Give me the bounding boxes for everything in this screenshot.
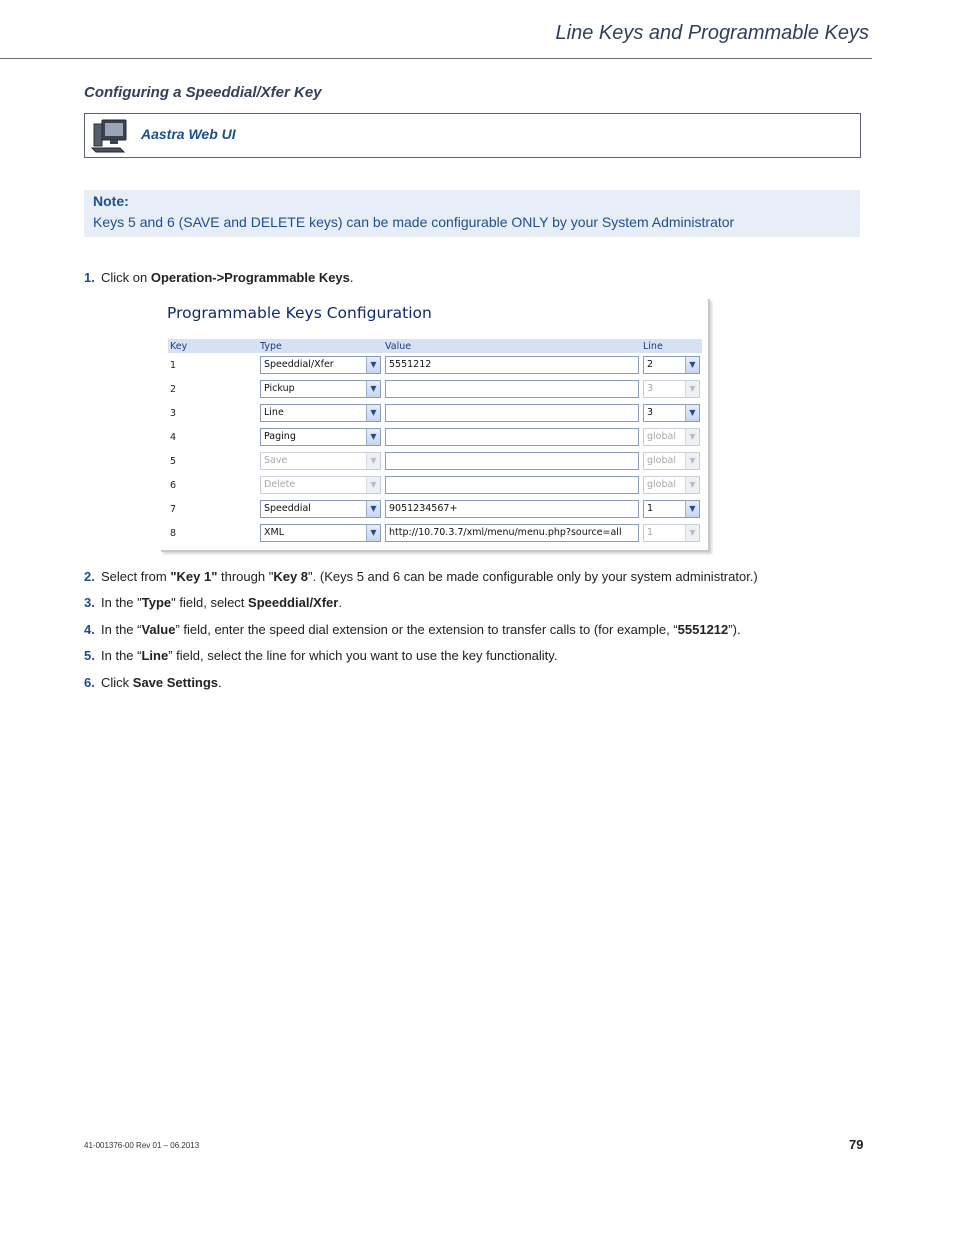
programmable-keys-table	[168, 339, 702, 545]
step-text: ". (Keys 5 and 6 can be made configurable only by your system administrator.)	[308, 569, 758, 584]
line-select[interactable]	[643, 380, 700, 398]
chevron-down-icon: ▼	[366, 477, 380, 493]
step-number: 5.	[84, 648, 95, 663]
line-select-value: global	[647, 479, 676, 490]
line-select-value: 2	[647, 359, 654, 370]
type-select[interactable]	[260, 380, 381, 398]
type-select[interactable]	[260, 500, 381, 518]
type-select[interactable]	[260, 356, 381, 374]
type-select[interactable]	[260, 428, 381, 446]
type-select-value: XML	[264, 527, 284, 538]
step-number: 2.	[84, 569, 95, 584]
value-input[interactable]	[385, 476, 639, 494]
section-title: Configuring a Speeddial/Xfer Key	[84, 84, 322, 101]
type-select-value: Pickup	[264, 383, 295, 394]
footer-document-id: 41-001376-00 Rev 01 – 06.2013	[84, 1141, 200, 1150]
step-bold: Operation->Programmable Keys	[150, 270, 350, 285]
chevron-down-icon: ▼	[366, 381, 380, 397]
line-select[interactable]	[643, 524, 700, 542]
step-text: ” field, select the line for which you want to use the key functionality.	[168, 648, 558, 663]
computer-monitor-icon	[90, 118, 130, 154]
step-bold: Line	[141, 648, 169, 663]
line-select[interactable]	[643, 500, 700, 518]
step-bold: Type	[141, 595, 172, 610]
chevron-down-icon: ▼	[685, 357, 699, 373]
chevron-down-icon: ▼	[685, 429, 699, 445]
screenshot-title: Programmable Keys Configuration	[167, 304, 432, 322]
column-header-type: Type	[258, 339, 383, 353]
value-input[interactable]	[385, 452, 639, 470]
step-text: Select from	[101, 569, 171, 584]
step-text: Click on	[101, 270, 151, 285]
step-2	[84, 569, 758, 584]
type-select-value: Paging	[264, 431, 296, 442]
value-input[interactable]	[385, 404, 639, 422]
step-bold: Key 8	[273, 569, 309, 584]
line-cell	[641, 497, 702, 521]
type-cell	[258, 497, 383, 521]
value-cell	[383, 353, 641, 377]
table-row	[168, 353, 702, 377]
step-text: ” field, enter the speed dial extension or the extension to transfer calls to (for example, “	[175, 622, 678, 637]
step-4	[84, 622, 741, 637]
step-text: .	[349, 270, 354, 285]
chevron-down-icon: ▼	[366, 357, 380, 373]
line-select-value: 1	[647, 503, 654, 514]
line-cell	[641, 377, 702, 401]
line-select[interactable]	[643, 476, 700, 494]
type-cell	[258, 521, 383, 545]
value-cell	[383, 449, 641, 473]
line-select-value: global	[647, 455, 676, 466]
line-cell	[641, 521, 702, 545]
type-select-value: Delete	[264, 479, 296, 490]
line-select[interactable]	[643, 356, 700, 374]
aastra-web-ui-banner	[84, 113, 861, 158]
step-bold: Save Settings	[132, 675, 219, 690]
step-3	[84, 595, 342, 610]
line-select-value: 3	[647, 383, 654, 394]
chevron-down-icon: ▼	[685, 453, 699, 469]
value-input[interactable]: 9051234567+	[385, 500, 639, 518]
column-header-line: Line	[641, 339, 702, 353]
chevron-down-icon: ▼	[366, 429, 380, 445]
chevron-down-icon: ▼	[685, 381, 699, 397]
chevron-down-icon: ▼	[685, 405, 699, 421]
table-header-row	[168, 339, 702, 353]
step-1	[84, 270, 354, 285]
aastra-web-ui-label: Aastra Web UI	[141, 126, 236, 142]
line-select[interactable]	[643, 452, 700, 470]
value-cell	[383, 401, 641, 425]
step-number: 1.	[84, 270, 95, 285]
step-bold: "Key 1"	[170, 569, 218, 584]
table-row	[168, 377, 702, 401]
value-input[interactable]: 5551212	[385, 356, 639, 374]
step-number: 4.	[84, 622, 95, 637]
line-select-value: 1	[647, 527, 654, 538]
step-text: In the “	[101, 622, 142, 637]
table-row	[168, 401, 702, 425]
programmable-keys-screenshot	[161, 299, 710, 552]
line-cell	[641, 401, 702, 425]
step-text: ”).	[728, 622, 741, 637]
key-number: 8	[170, 527, 177, 539]
column-header-value: Value	[383, 339, 641, 353]
table-row	[168, 473, 702, 497]
chevron-down-icon: ▼	[685, 477, 699, 493]
line-select[interactable]	[643, 428, 700, 446]
type-cell	[258, 425, 383, 449]
line-select[interactable]	[643, 404, 700, 422]
note-box	[84, 190, 860, 237]
step-text: " field, select	[171, 595, 249, 610]
type-select-value: Speeddial	[264, 503, 311, 514]
value-cell	[383, 377, 641, 401]
key-number: 4	[170, 431, 177, 443]
step-number: 6.	[84, 675, 95, 690]
step-bold: Speeddial/Xfer	[248, 595, 339, 610]
chevron-down-icon: ▼	[366, 525, 380, 541]
chevron-down-icon: ▼	[685, 525, 699, 541]
type-cell	[258, 449, 383, 473]
table-row	[168, 521, 702, 545]
note-text: Keys 5 and 6 (SAVE and DELETE keys) can be made configurable ONLY by your System Administrator	[93, 214, 735, 230]
type-select[interactable]	[260, 524, 381, 542]
step-number: 3.	[84, 595, 95, 610]
table-row	[168, 497, 702, 521]
note-title: Note:	[93, 193, 129, 209]
type-cell	[258, 401, 383, 425]
type-cell	[258, 353, 383, 377]
chevron-down-icon: ▼	[366, 405, 380, 421]
value-cell	[383, 425, 641, 449]
step-bold: Value	[141, 622, 176, 637]
running-header: Line Keys and Programmable Keys	[555, 22, 869, 44]
type-cell	[258, 377, 383, 401]
step-text: In the “	[101, 648, 142, 663]
line-cell	[641, 425, 702, 449]
type-select[interactable]	[260, 452, 381, 470]
step-bold: 5551212	[677, 622, 729, 637]
step-text: through "	[217, 569, 274, 584]
line-select-value: 3	[647, 407, 654, 418]
line-select-value: global	[647, 431, 676, 442]
step-text: .	[338, 595, 342, 610]
chevron-down-icon: ▼	[685, 501, 699, 517]
table-row	[168, 425, 702, 449]
type-cell	[258, 473, 383, 497]
step-text: Click	[101, 675, 133, 690]
chevron-down-icon: ▼	[366, 501, 380, 517]
key-number: 1	[170, 359, 177, 371]
value-cell	[383, 497, 641, 521]
type-select[interactable]	[260, 476, 381, 494]
step-text: .	[218, 675, 222, 690]
value-cell	[383, 521, 641, 545]
value-input[interactable]	[385, 380, 639, 398]
line-cell	[641, 473, 702, 497]
step-5	[84, 648, 557, 663]
line-cell	[641, 353, 702, 377]
type-select[interactable]	[260, 404, 381, 422]
key-number: 5	[170, 455, 177, 467]
line-cell	[641, 449, 702, 473]
type-select-value: Save	[264, 455, 288, 466]
footer-page-number: 79	[849, 1137, 864, 1152]
column-header-key: Key	[168, 339, 258, 353]
chevron-down-icon: ▼	[366, 453, 380, 469]
value-input[interactable]: http://10.70.3.7/xml/menu/menu.php?source=all	[385, 524, 639, 542]
key-number: 6	[170, 479, 177, 491]
step-text: In the "	[101, 595, 142, 610]
value-input[interactable]	[385, 428, 639, 446]
type-select-value: Speeddial/Xfer	[264, 359, 334, 370]
key-number: 2	[170, 383, 177, 395]
step-6	[84, 675, 222, 690]
type-select-value: Line	[264, 407, 284, 418]
table-row	[168, 449, 702, 473]
header-rule	[0, 58, 872, 59]
key-number: 3	[170, 407, 177, 419]
value-cell	[383, 473, 641, 497]
key-number: 7	[170, 503, 177, 515]
